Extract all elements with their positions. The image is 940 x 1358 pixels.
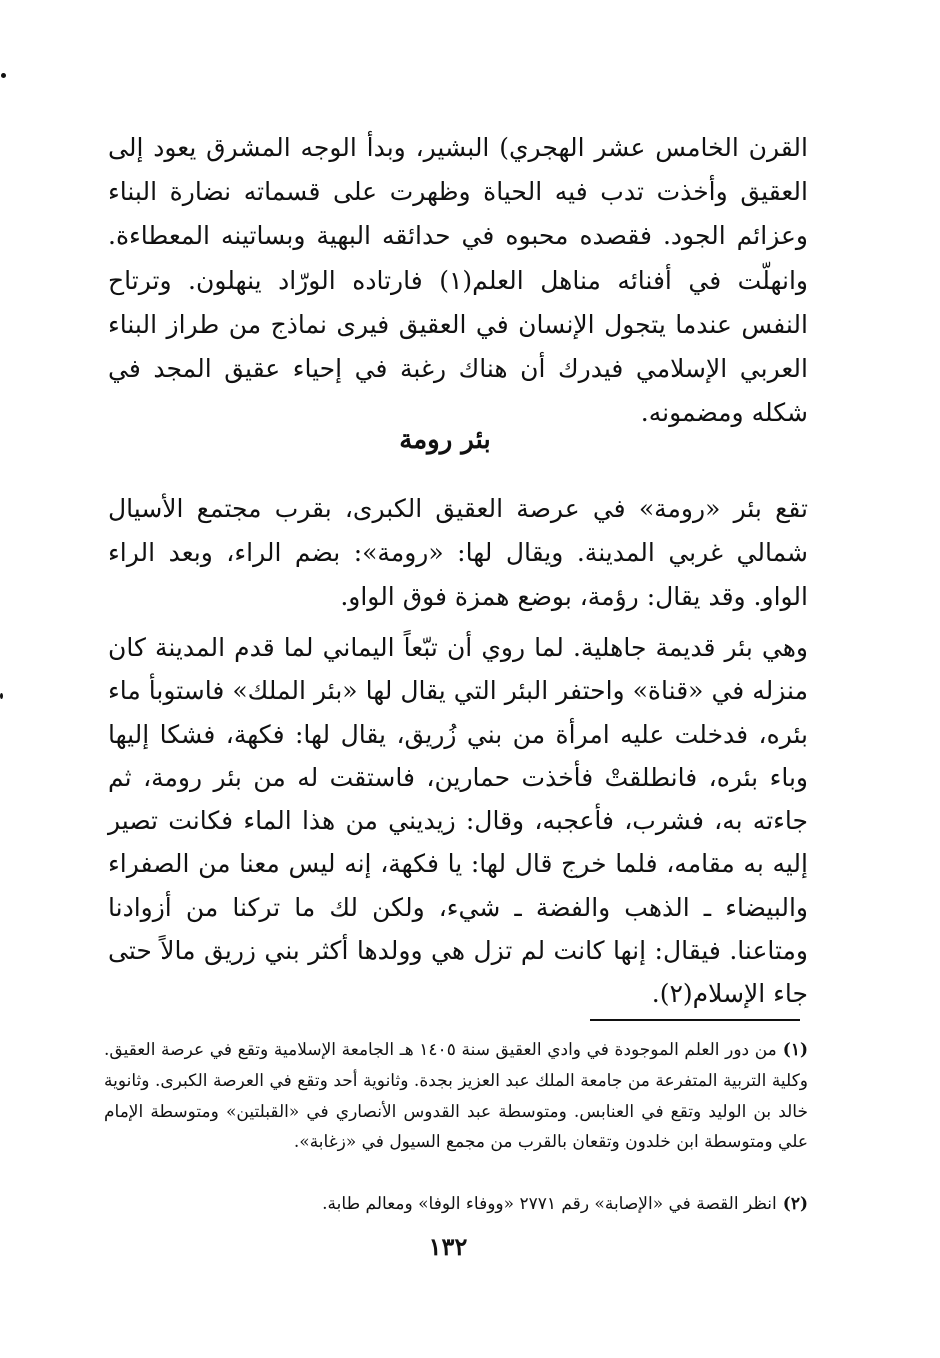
footnote-1-number: (١) [782,1040,808,1060]
footnote-1-text: من دور العلم الموجودة في وادي العقيق سنة ١٤٠٥ هـ الجامعة الإسلامية وتقع في عرصة العقيق. وكلية التربية المتفرعة من جامعة الملك عبد العزيز بجدة. وثانوية أحد وتقع في العرصة الكبرى. وثانوية خالد بن الوليد وتقع في العنابس. ومتوسطة عبد القدوس الأنصاري في «القبلتين» ومتوسطة الإمام علي ومتوسطة ابن خلدون وتقعان بالقرب من مجمع السيول في «زغابة». [104,1040,808,1153]
scan-speck-middle [0,693,3,699]
footnote-1 [104,1035,808,1158]
paragraph-history: وهي بئر قديمة جاهلية. لما روي أن تبّعاً اليماني لما قدم المدينة كان منزله في «قناة» واحتفر البئر التي يقال لها «بئر الملك» فاستوبأ ماء بئره، فدخلت عليه امرأة من بني زُريق، يقال لها: فكهة، فشكا إليها وباء بئره، فانطلقتْ فأخذت حمارين، فاستقت له من بئر رومة، ثم جاءته به، فشرب، فأعجبه، وقال: زيديني من هذا الماء فكانت تصير إليه به مقامه، فلما خرج قال لها: يا فكهة، إنه ليس معنا من الصفراء والبيضاء ـ الذهب والفضة ـ شيء، ولكن لك ما تركنا من أزوادنا ومتاعنا. فيقال: إنها كانت لم تزل هي وولدها أكثر بني زريق مالاً حتى جاء الإسلام(٢). [108,633,808,1009]
scan-speck-top [1,73,6,78]
page-number: ١٣٢ [428,1232,468,1261]
paragraph-location: تقع بئر «رومة» في عرصة العقيق الكبرى، بقرب مجتمع الأسيال شمالي غربي المدينة. ويقال لها: «رومة»: بضم الراء، وبعد الراء الواو. وقد يقال: رؤمة، بوضع همزة فوق الواو. [108,494,808,612]
section-heading: بئر رومة [399,425,491,455]
footnote-2-number: (٢) [782,1194,808,1214]
footnote-2-text: انظر القصة في «الإصابة» رقم ٢٧٧١ «ووفاء الوفا» ومعالم طابة. [322,1194,777,1214]
footnote-separator [590,1019,800,1021]
intro-paragraph: القرن الخامس عشر الهجري) البشير، وبدأ الوجه المشرق يعود إلى العقيق وأخذت تدب فيه الحياة وظهرت على قسماته نضارة البناء وعزائم الجود. فقصده محبوه في حدائقه البهية وبساتينه المعطاءة. وانهلّت في أفنائه مناهل العلم(١) فارتاده الورّاد ينهلون. وترتاح النفس عندما يتجول الإنسان في العقيق فيرى نماذج من طراز البناء العربي الإسلامي فيدرك أن هناك رغبة في إحياء عقيق المجد في شكله ومضمونه. [108,133,808,428]
footnote-2 [104,1189,808,1220]
